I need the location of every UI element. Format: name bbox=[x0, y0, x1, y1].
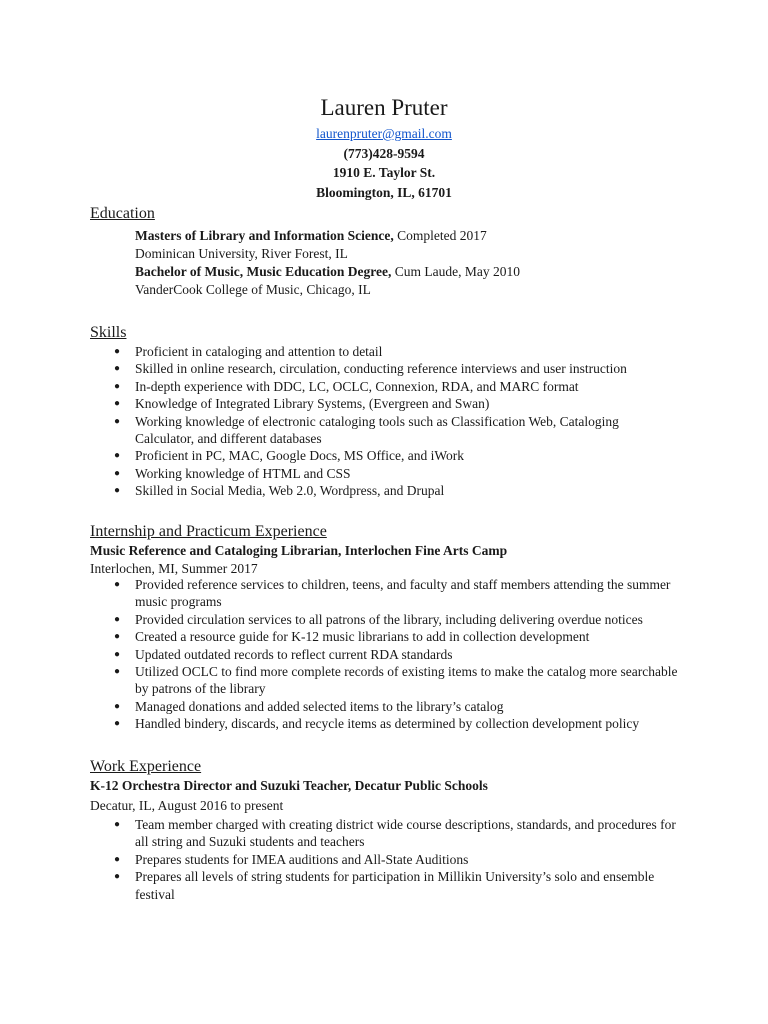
list-item: ● Team member charged with creating district wide course descriptions, standards, and procedures for all string and Suzuki students and teachers bbox=[114, 817, 676, 850]
list-item: ● Prepares all levels of string students for participation in Millikin University’s solo and ensemble festival bbox=[114, 869, 655, 902]
list-item: ● Handled bindery, discards, and recycle items as determined by collection development policy bbox=[114, 716, 640, 732]
school-1: Dominican University, River Forest, IL bbox=[135, 246, 348, 261]
bullet-icon: ● bbox=[114, 648, 121, 660]
bullet-icon: ● bbox=[114, 450, 121, 462]
work-list bbox=[90, 816, 678, 903]
street-address: 1910 E. Taylor St. bbox=[332, 165, 436, 180]
bullet-icon: ● bbox=[114, 579, 121, 590]
list-item: ● Utilized OCLC to find more complete records of existing items to make the catalog more searchable by patrons of the library bbox=[114, 664, 678, 697]
list-item: ● Proficient in cataloging and attention to detail bbox=[114, 344, 383, 359]
list-item: ● Prepares students for IMEA auditions and All-State Auditions bbox=[114, 851, 469, 867]
list-item: ● In-depth experience with DDC, LC, OCLC, Connexion, RDA, and MARC format bbox=[114, 378, 579, 394]
bullet-icon: ● bbox=[114, 485, 121, 497]
internship-list bbox=[90, 576, 678, 733]
degree-1-title: Masters of Library and Information Science, bbox=[135, 228, 394, 243]
work-location: Decatur, IL, August 2016 to present bbox=[90, 798, 284, 813]
city-address: Bloomington, IL, 61701 bbox=[316, 184, 452, 200]
bullet-icon: ● bbox=[114, 415, 121, 427]
bullet-icon: ● bbox=[114, 467, 121, 479]
bullet-icon: ● bbox=[114, 346, 121, 357]
work-role: K-12 Orchestra Director and Suzuki Teacher, Decatur Public Schools bbox=[90, 778, 488, 793]
skills-list bbox=[90, 343, 678, 500]
work-header bbox=[90, 777, 488, 815]
bullet-icon: ● bbox=[114, 363, 121, 375]
internship-header bbox=[90, 542, 507, 578]
degree-2-title: Bachelor of Music, Music Education Degree, bbox=[135, 264, 392, 279]
education-heading: Education bbox=[90, 205, 155, 222]
bullet-icon: ● bbox=[114, 871, 121, 883]
degree-2 bbox=[135, 263, 520, 281]
bullet-icon: ● bbox=[114, 853, 121, 865]
candidate-name: Lauren Pruter bbox=[320, 95, 448, 120]
degree-1-detail: Completed 2017 bbox=[393, 228, 487, 243]
skills-heading: Skills bbox=[90, 324, 127, 341]
list-item: ● Proficient in PC, MAC, Google Docs, MS Office, and iWork bbox=[114, 448, 465, 464]
education-block bbox=[135, 227, 520, 299]
bullet-icon: ● bbox=[114, 666, 121, 678]
list-item: ● Working knowledge of electronic cataloging tools such as Classification Web, Cataloging Calculator, and different databases bbox=[114, 413, 619, 447]
bullet-icon: ● bbox=[114, 613, 121, 625]
list-item: ● Updated outdated records to reflect current RDA standards bbox=[114, 646, 453, 662]
internship-heading: Internship and Practicum Experience bbox=[90, 523, 327, 540]
school-2: VanderCook College of Music, Chicago, IL bbox=[135, 282, 371, 297]
bullet-icon: ● bbox=[114, 819, 121, 830]
contact-block bbox=[0, 124, 768, 202]
bullet-icon: ● bbox=[114, 398, 121, 410]
list-item: ● Provided reference services to children, teens, and faculty and staff members attending the summer music programs bbox=[114, 577, 671, 610]
bullet-icon: ● bbox=[114, 700, 121, 712]
internship-location: Interlochen, MI, Summer 2017 bbox=[90, 561, 258, 576]
list-item: ● Created a resource guide for K-12 music librarians to add in collection development bbox=[114, 629, 590, 645]
bullet-icon: ● bbox=[114, 718, 121, 730]
degree-2-detail: Cum Laude, May 2010 bbox=[391, 264, 520, 279]
phone-number: (773)428-9594 bbox=[343, 145, 425, 161]
bullet-icon: ● bbox=[114, 631, 121, 643]
work-heading: Work Experience bbox=[90, 758, 202, 775]
bullet-icon: ● bbox=[114, 380, 121, 392]
email-link[interactable]: laurenpruter@gmail.com bbox=[316, 126, 452, 141]
list-item: ● Skilled in Social Media, Web 2.0, Wordpress, and Drupal bbox=[114, 483, 445, 499]
internship-role: Music Reference and Cataloging Librarian, Interlochen Fine Arts Camp bbox=[90, 543, 508, 558]
degree-1 bbox=[135, 227, 520, 245]
list-item: ● Provided circulation services to all patrons of the library, including delivering overdue notices bbox=[114, 611, 643, 627]
list-item: ● Working knowledge of HTML and CSS bbox=[114, 465, 351, 481]
list-item: ● Knowledge of Integrated Library Systems, (Evergreen and Swan) bbox=[114, 396, 490, 412]
list-item: ● Managed donations and added selected items to the library’s catalog bbox=[114, 698, 504, 714]
list-item: ● Skilled in online research, circulation, conducting reference interviews and user instruction bbox=[114, 361, 627, 377]
